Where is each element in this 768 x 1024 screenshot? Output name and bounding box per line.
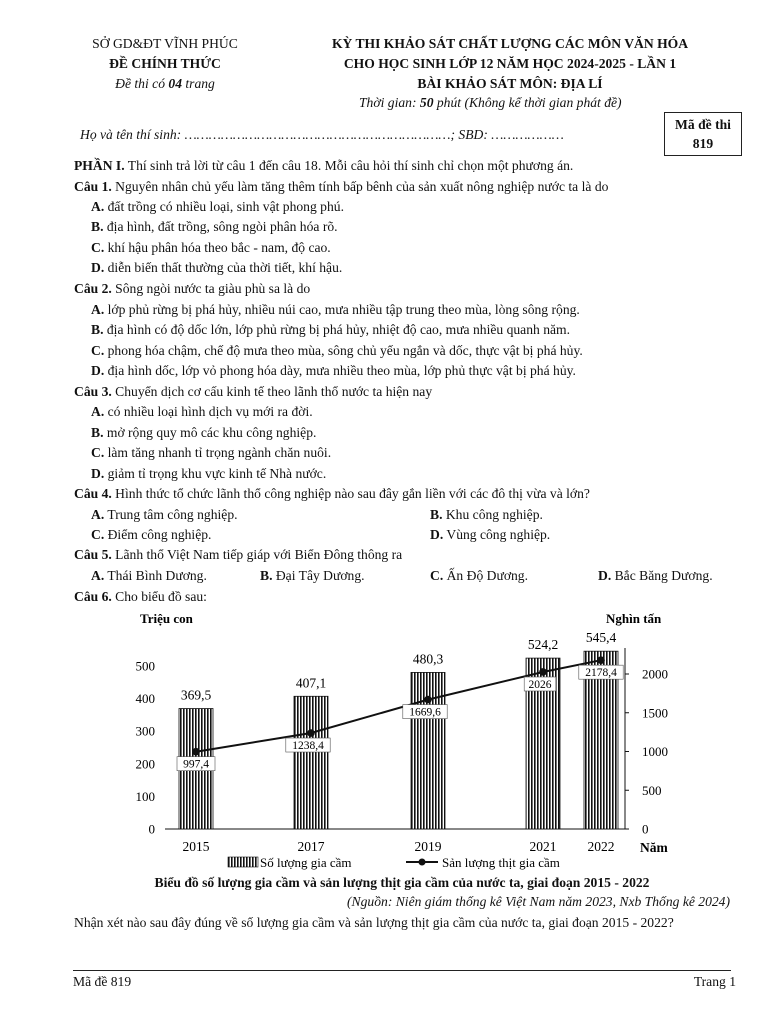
line-label-2019: 1669,6 [409, 706, 441, 719]
right-tick-label: 1000 [642, 744, 668, 759]
q4-option-c: C. Điểm công nghiệp. [91, 527, 212, 542]
q3-option-a: A. có nhiều loại hình dịch vụ mới ra đời. [91, 404, 313, 419]
bar-label-2021: 524,2 [527, 637, 559, 653]
legend-bar-label: Số lượng gia cầm [260, 855, 352, 870]
line-label-2017: 1238,4 [292, 740, 324, 753]
legend-line-marker [419, 859, 426, 866]
bar-label-2017: 407,1 [295, 675, 327, 691]
exam-title-2: CHO HỌC SINH LỚP 12 NĂM HỌC 2024-2025 - LẦN 1 [343, 56, 677, 71]
line-point-2022 [597, 656, 605, 664]
official-label: ĐỀ CHÍNH THỨC [109, 56, 221, 71]
q2-option-c: C. phong hóa chậm, chế độ mưa theo mùa, sông chủ yếu ngắn và dốc, thực vật bị phá hủy. [91, 343, 583, 358]
bar-label-2019: 480,3 [412, 651, 444, 667]
chart-source: (Nguồn: Niên giám thống kê Việt Nam năm 2023, Nxb Thống kê 2024) [347, 894, 730, 909]
x-tick-label: 2022 [587, 839, 615, 854]
q5-option-d: D. Bắc Băng Dương. [598, 568, 713, 583]
q2-option-d: D. địa hình dốc, lớp vỏ phong hóa dày, mưa nhiều theo mùa, lớp phủ thực vật bị phá hủy. [91, 363, 576, 378]
question-4: Câu 4. Hình thức tổ chức lãnh thổ công nghiệp nào sau đây gắn liền với các đô thị vừa và lớn? [74, 486, 590, 501]
left-tick-label: 500 [135, 658, 155, 674]
part1-instruction: PHẦN I. Thí sinh trả lời từ câu 1 đến câu 18. Mỗi câu hỏi thí sinh chỉ chọn một phương án. [74, 158, 574, 173]
right-axis-title: Nghìn tấn [606, 611, 662, 626]
left-tick-label: 100 [135, 788, 155, 804]
question-6: Câu 6. Cho biểu đồ sau: [74, 589, 207, 604]
exam-time: Thời gian: 50 phút (Không kể thời gian phát đề) [359, 95, 622, 110]
footer-page-number: Trang 1 [693, 974, 736, 989]
question-3: Câu 3. Chuyển dịch cơ cấu kinh tế theo lãnh thổ nước ta hiện nay [74, 384, 433, 399]
x-tick-label: 2017 [297, 839, 325, 854]
q5-option-b: B. Đại Tây Dương. [260, 568, 365, 583]
page-count: Đề thi có 04 trang [115, 76, 215, 91]
exam-code-value: 819 [692, 136, 714, 151]
bar-label-2015: 369,5 [180, 687, 212, 703]
q3-option-d: D. giảm tỉ trọng khu vực kinh tế Nhà nước. [91, 466, 327, 481]
question-6-prompt: Nhận xét nào sau đây đúng về số lượng gia cầm và sản lượng thịt gia cầm của nước ta, giai đoạn 2015 - 2022? [74, 915, 674, 930]
x-axis-title: Năm [640, 840, 668, 855]
footer-exam-code: Mã đề 819 [73, 974, 132, 989]
line-label-2021: 2026 [528, 678, 552, 691]
left-tick-label: 400 [135, 691, 155, 707]
left-tick-label: 300 [135, 723, 155, 739]
left-tick-label: 0 [148, 821, 155, 837]
department-name: SỞ GD&ĐT VĨNH PHÚC [92, 36, 238, 51]
exam-title-1: KỲ THI KHẢO SÁT CHẤT LƯỢNG CÁC MÔN VĂN HÓA [331, 36, 689, 51]
legend-bar-swatch [228, 857, 258, 867]
footer-divider [73, 970, 731, 971]
line-point-2021 [539, 668, 547, 676]
question-5: Câu 5. Lãnh thổ Việt Nam tiếp giáp với Biển Đông thông ra [74, 547, 403, 562]
legend-line-label: Sản lượng thịt gia cầm [442, 855, 560, 870]
left-tick-label: 200 [135, 756, 155, 772]
q5-option-c: C. Ấn Độ Dương. [430, 568, 529, 583]
q1-option-b: B. địa hình, đất trồng, sông ngòi phân hóa rõ. [91, 219, 338, 234]
line-label-2015: 997,4 [183, 758, 209, 771]
question-2: Câu 2. Sông ngòi nước ta giàu phù sa là do [74, 281, 311, 296]
q3-option-c: C. làm tăng nhanh tỉ trọng ngành chăn nuôi. [91, 445, 332, 460]
x-tick-label: 2019 [414, 839, 442, 854]
q5-option-a: A. Thái Bình Dương. [91, 568, 207, 583]
q1-option-c: C. khí hậu phân hóa theo bắc - nam, độ cao. [91, 240, 331, 255]
x-tick-label: 2021 [529, 839, 557, 854]
right-tick-label: 2000 [642, 666, 668, 682]
left-axis-title: Triệu con [140, 611, 193, 626]
bar-label-2022: 545,4 [585, 630, 617, 646]
exam-code-label: Mã đề thi [675, 117, 731, 132]
right-tick-label: 500 [642, 782, 662, 798]
q1-option-d: D. diễn biến thất thường của thời tiết, khí hậu. [91, 260, 343, 275]
line-point-2019 [424, 696, 432, 704]
q4-option-d: D. Vùng công nghiệp. [430, 527, 551, 542]
q2-option-a: A. lớp phủ rừng bị phá hủy, nhiều núi cao, mưa nhiều tập trung theo mùa, lòng sông rộng. [91, 302, 580, 317]
line-point-2017 [307, 729, 315, 737]
x-tick-label: 2015 [182, 839, 210, 854]
candidate-info-line: Họ và tên thí sinh: …………………………………………………………; SBD: ……………… [80, 127, 564, 142]
bar-2017 [294, 696, 328, 829]
right-tick-label: 0 [642, 821, 649, 837]
question-1: Câu 1. Nguyên nhân chủ yếu làm tăng thêm tính bấp bênh của sản xuất nông nghiệp nước ta là do [74, 179, 609, 194]
q2-option-b: B. địa hình có độ dốc lớn, lớp phủ rừng bị phá hủy, nhiệt độ cao, mưa nhiều quanh năm. [91, 322, 571, 337]
line-point-2015 [192, 748, 200, 756]
line-label-2022: 2178,4 [585, 667, 617, 680]
exam-title-3: BÀI KHẢO SÁT MÔN: ĐỊA LÍ [417, 76, 603, 91]
q1-option-a: A. đất trồng có nhiều loại, sinh vật phong phú. [91, 199, 344, 214]
right-tick-label: 1500 [642, 705, 668, 721]
chart-title: Biểu đồ số lượng gia cầm và sản lượng thịt gia cầm của nước ta, giai đoạn 2015 - 2022 [154, 875, 650, 890]
q3-option-b: B. mở rộng quy mô các khu công nghiệp. [91, 425, 317, 440]
q4-option-b: B. Khu công nghiệp. [430, 507, 543, 522]
q4-option-a: A. Trung tâm công nghiệp. [91, 507, 238, 522]
